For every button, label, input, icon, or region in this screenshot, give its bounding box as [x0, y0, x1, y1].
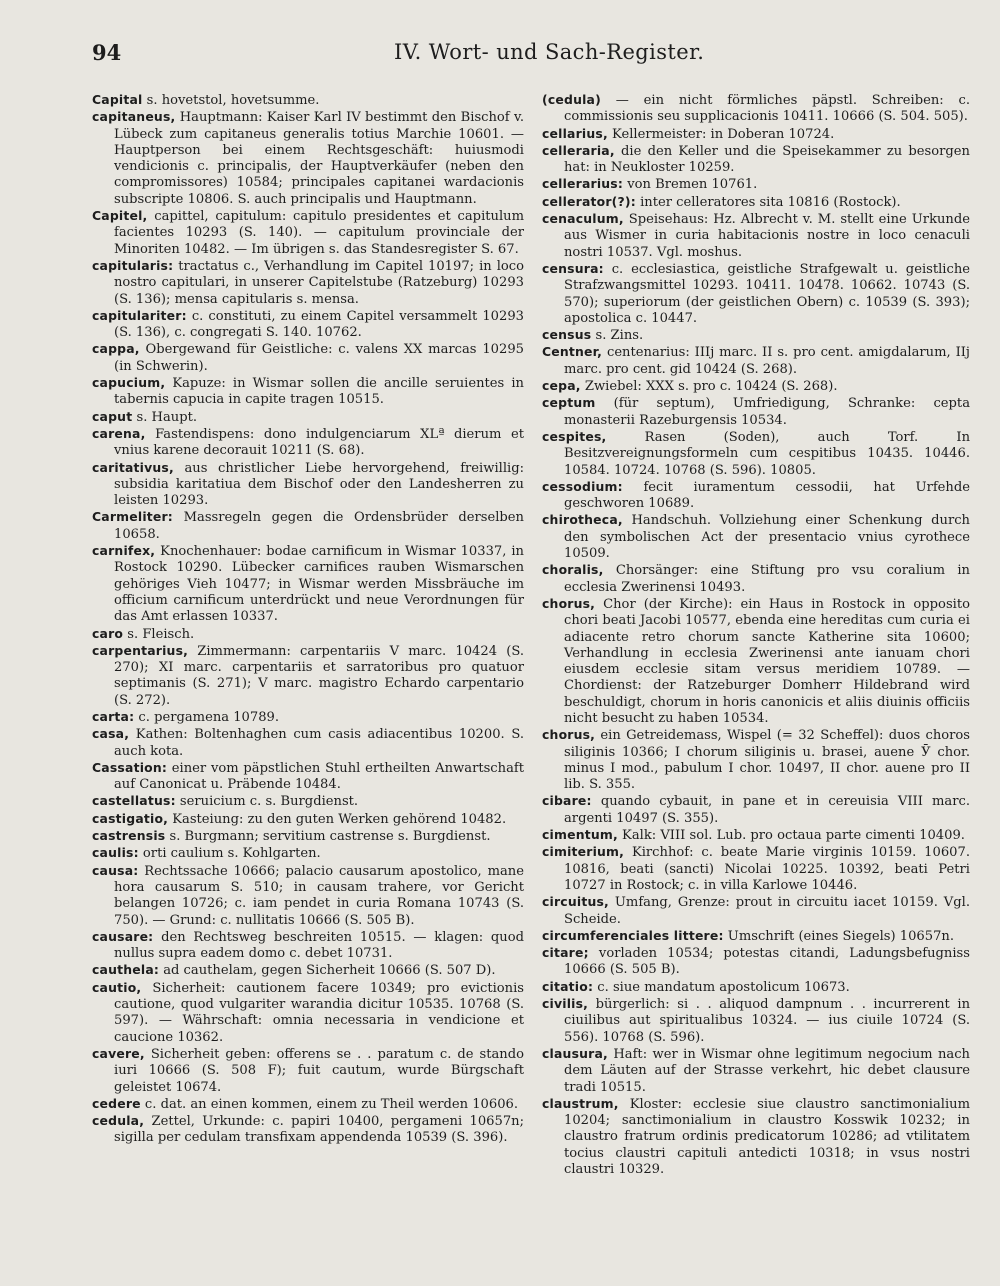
entry-headword: cimentum, — [542, 827, 618, 843]
entry-headword: causare: — [92, 928, 154, 944]
entry-headword: carnifex, — [92, 543, 156, 559]
entry-text: einer vom päpstlichen Stuhl ertheilten Anwartschaft auf Canonicat u. Präbende 10484. — [114, 760, 524, 793]
entry-headword: celleraria, — [542, 142, 615, 158]
entry-text: Umschrift (eines Siegels) 10657n. — [723, 928, 955, 944]
entry-text: s. Fleisch. — [123, 626, 195, 642]
entry-headword: citare; — [542, 945, 589, 961]
entry-text: Haft: wer in Wismar ohne legitimum negocium nach dem Läuten auf der Strasse verkehrt, hic debet clausure tradi 10515. — [564, 1046, 970, 1095]
entry-headword: carena, — [92, 425, 146, 441]
register-entry — [92, 643, 524, 709]
register-entry — [92, 726, 524, 760]
register-entry — [542, 143, 970, 177]
register-entry — [92, 709, 524, 726]
entry-text: Rasen (Soden), auch Torf. In Besitzvereignungsformeln cum cespitibus 10435. 10446. 10584. 10724. 10768 (S. 596). 10805. — [564, 429, 970, 478]
entry-text: inter celleratores sita 10816 (Rostock). — [635, 194, 901, 210]
entry-text: Fastendispens: dono indulgenciarum XLª dierum et vnius karene decorauit 10211 (S. 68). — [114, 426, 524, 459]
register-entry — [92, 980, 524, 1046]
register-entry — [92, 1113, 524, 1147]
entry-headword: cappa, — [92, 341, 140, 357]
entry-text: Kellermeister: in Doberan 10724. — [607, 126, 835, 142]
entry-headword: (cedula) — [542, 92, 601, 107]
entry-headword: circuitus, — [542, 894, 609, 910]
entry-headword: caput — [92, 408, 133, 424]
entry-text: seruicium c. s. Burgdienst. — [175, 794, 359, 810]
entry-headword: cedere — [92, 1095, 141, 1111]
entry-headword: Capitel, — [92, 208, 148, 224]
register-entry — [542, 395, 970, 429]
register-entry — [92, 1046, 524, 1096]
register-entry — [542, 1096, 970, 1178]
entry-text: quando cybauit, in pane et in cereuisia VIII marc. argenti 10497 (S. 355). — [564, 794, 970, 826]
entry-text: Kalk: VIII sol. Lub. pro octaua parte cimenti 10409. — [617, 828, 965, 844]
entry-headword: carpentarius, — [92, 642, 189, 658]
entry-text: Knochenhauer: bodae carnificum in Wismar 10337, in Rostock 10290. Lübecker carnifices rauben Wismarschen gehöriges Vieh 10477; in Wismar werden Missbräuche im officium carnificum unterdrückt und neue Verordnungen für das Amt erlassen 10337. — [114, 544, 524, 625]
register-entry — [542, 827, 970, 844]
entry-text: Rechtssache 10666; palacio causarum apostolico, mane hora causarum S. 510; in causam trahere, vor Gericht belangen 10726; c. iam pendet in curia Romana 10743 (S. 750). — Grund: c. nullitatis 10666 (S. 505 B). — [114, 863, 524, 928]
register-entry — [92, 929, 524, 963]
register-entry — [92, 1096, 524, 1113]
register-entry — [92, 460, 524, 510]
register-entry — [542, 429, 970, 479]
entry-text: Kathen: Boltenhaghen cum casis adiacentibus 10200. S. auch kota. — [114, 727, 524, 759]
register-entry — [542, 844, 970, 894]
entry-headword: caulis: — [92, 845, 139, 861]
register-entry — [542, 894, 970, 928]
running-title: IV. Wort- und Sach-Register. — [394, 40, 705, 64]
register-entry — [542, 176, 970, 193]
entry-text: Chor (der Kirche): ein Haus in Rostock in opposito chori beati Jacobi 10577, ebenda eine hereditas cum curia ei adiacente retro chorum sancte Katherine sita 10600; Verhandlung in ecclesia Zwerinensi ante ianuam chori eiusdem ecclesie sitam versus meridiem 10789. — Chordienst: der Ratzeburger Domherr Hildebrand wird beschuldigt, chorum in horis canonicis et aliis diuinis officiis nicht besucht zu haben 10534. — [564, 596, 970, 726]
entry-text: c. ecclesiastica, geistliche Strafgewalt u. geistliche Strafzwangsmittel 10293. 10411. 10478. 10662. 10743 (S. 570); superiorum (der geistlichen Obern) c. 10539 (S. 393); apostolica c. 10447. — [564, 261, 970, 326]
entry-headword: chorus, — [542, 727, 596, 743]
entry-headword: castrensis — [92, 828, 166, 844]
entry-headword: circumferenciales littere: — [542, 927, 724, 943]
entry-headword: capitaneus, — [92, 109, 176, 125]
entry-headword: capitulariter: — [92, 307, 187, 323]
entry-text: Kloster: ecclesie siue claustro sanctimonialium 10204; sanctimonialium in claustro Kosswik 10232; in claustro fratrum ordinis predicatorum 10286; ad vtilitatem tocius claustri capituli antedicti 10318; in vsus nostri claustri 10329. — [564, 1096, 970, 1177]
entry-headword: cespites, — [542, 428, 607, 444]
right-column — [542, 92, 970, 1178]
entry-text: ein Getreidemass, Wispel (= 32 Scheffel): duos choros siliginis 10366; I chorum siliginis u. brasei, auene Ӯ chor. minus I mod., pabulum I chor. 10497, II chor. auene pro II lib. S. 355. — [564, 728, 970, 793]
entry-text: orti caulium s. Kohlgarten. — [138, 846, 321, 862]
register-entry — [92, 426, 524, 460]
entry-headword: cedula, — [92, 1113, 145, 1129]
entry-headword: choralis, — [542, 562, 604, 578]
entry-headword: caritativus, — [92, 459, 174, 475]
register-entry — [542, 945, 970, 979]
entry-headword: cauthela: — [92, 962, 160, 978]
entry-headword: civilis, — [542, 996, 589, 1012]
register-entry — [92, 308, 524, 342]
entry-text: tractatus c., Verhandlung im Capitel 10197; in loco nostro capitulari, in unserer Capitelstube (Ratzeburg) 10293 (S. 136); mensa capitularis s. mensa. — [114, 258, 524, 307]
entry-text: Handschuh. Vollziehung einer Schenkung durch den symbolischen Act der presentacio vnius cyrothece 10509. — [564, 513, 970, 562]
entry-headword: cessodium: — [542, 478, 623, 494]
entry-text: fecit iuramentum cessodii, hat Urfehde geschworen 10689. — [564, 479, 970, 512]
entry-text: s. Haupt. — [132, 409, 197, 425]
register-entry — [92, 845, 524, 862]
register-entry — [92, 962, 524, 979]
entry-headword: cepa, — [542, 378, 581, 394]
entry-headword: cautio, — [92, 979, 142, 995]
entry-text: den Rechtsweg beschreiten 10515. — klagen: quod nullus supra eadem domo c. debet 10731. — [114, 929, 524, 962]
page-number: 94 — [92, 40, 122, 65]
entry-headword: Cassation: — [92, 759, 168, 775]
register-entry — [92, 409, 524, 426]
entry-headword: census — [542, 327, 592, 343]
entry-headword: cavere, — [92, 1045, 145, 1061]
register-entry — [92, 109, 524, 208]
entry-headword: cimiterium, — [542, 844, 625, 860]
entry-text: Obergewand für Geistliche: c. valens XX marcas 10295 (in Schwerin). — [114, 342, 524, 374]
entry-headword: cellarius, — [542, 125, 608, 141]
entry-text: Sicherheit: cautionem facere 10349; pro evictionis cautione, quod vulgariter warandia dicitur 10535. 10768 (S. 597). — Währschaft: omnia necessaria in vendicione et caucione 10362. — [114, 980, 524, 1045]
register-entry — [542, 92, 970, 126]
entry-text: Massregeln gegen die Ordensbrüder derselben 10658. — [114, 510, 524, 542]
entry-text: s. Zins. — [591, 328, 644, 344]
entry-headword: cellerator(?): — [542, 193, 636, 209]
entry-text: Kasteiung: zu den guten Werken gehörend 10482. — [168, 811, 507, 827]
entry-headword: ceptum — [542, 395, 596, 411]
entry-headword: clausura, — [542, 1045, 608, 1061]
register-entry — [92, 509, 524, 543]
register-entry — [542, 996, 970, 1046]
entry-text: Kirchhof: c. beate Marie virginis 10159. 10607. 10816, beati (sancti) Nicolai 10225. 10392, beati Petri 10727 in Rostock; c. in villa Karlowe 10446. — [564, 845, 970, 893]
register-entry — [542, 562, 970, 596]
entry-text: s. hovetstol, hovetsumme. — [142, 93, 320, 108]
entry-headword: citatio: — [542, 978, 594, 994]
entry-headword: cenaculum, — [542, 211, 624, 227]
register-entry — [542, 727, 970, 793]
entry-text: c. dat. an einen kommen, einem zu Theil werden 10606. — [140, 1096, 519, 1112]
entry-text: c. pergamena 10789. — [134, 709, 280, 725]
entry-text: Zwiebel: XXX s. pro c. 10424 (S. 268). — [580, 379, 838, 395]
entry-headword: castigatio, — [92, 810, 169, 826]
register-entry — [542, 261, 970, 327]
register-entry — [542, 327, 970, 344]
entry-text: von Bremen 10761. — [623, 177, 758, 193]
entry-text: Sicherheit geben: offerens se . . paratum c. de stando iuri 10666 (S. 508 F); fuit cautum, wurde Bürgschaft geleistet 10674. — [114, 1046, 524, 1095]
entry-text: aus christlicher Liebe hervorgehend, freiwillig: subsidia karitatiua dem Bischof oder den Landesherren zu leisten 10293. — [114, 460, 524, 509]
register-entry — [542, 126, 970, 143]
entry-text: Hauptmann: Kaiser Karl IV bestimmt den Bischof v. Lübeck zum capitaneus generalis totius Marchie 10601. — Hauptperson bei einem Rechtsgeschäft: huiusmodi vendicionis c. principalis, der Hauptverkäufer (neben den compromissores) 10584; principales capitanei wardacionis subscripte 10806. S. auch principalis und Hauptmann. — [114, 110, 524, 207]
entry-headword: carta: — [92, 708, 135, 724]
entry-text: Umfang, Grenze: prout in circuitu iacet 10159. Vgl. Scheide. — [564, 895, 970, 927]
entry-headword: Carmeliter: — [92, 509, 173, 525]
entry-headword: causa: — [92, 862, 139, 878]
entry-headword: castellatus: — [92, 793, 176, 809]
register-entry — [92, 375, 524, 409]
entry-headword: Centner, — [542, 344, 603, 360]
register-entry — [542, 979, 970, 996]
entry-text: die den Keller und die Speisekammer zu besorgen hat: in Neukloster 10259. — [564, 143, 970, 176]
register-entry — [92, 863, 524, 929]
entry-text: c. constituti, zu einem Capitel versammelt 10293 (S. 136), c. congregati S. 140. 10762. — [114, 308, 524, 341]
entry-text: (für septum), Umfriedigung, Schranke: cepta monasterii Razeburgensis 10534. — [564, 396, 970, 428]
page-header — [92, 40, 705, 74]
entry-headword: casa, — [92, 726, 130, 742]
register-entry — [542, 1046, 970, 1096]
entry-text: — ein nicht förmliches päpstl. Schreiben: c. commissionis seu supplicacionis 10411. 10666 (S. 504. 505). — [564, 93, 970, 125]
register-entry — [92, 828, 524, 845]
register-entry — [92, 341, 524, 375]
entry-text: Zimmermann: carpentariis V marc. 10424 (S. 270); XI marc. carpentariis et sarratoribus pro quatuor septimanis (S. 271); V marc. magistro Echardo carpentario (S. 272). — [114, 643, 524, 708]
entry-text: Chorsänger: eine Stiftung pro vsu coralium in ecclesia Zwerinensi 10493. — [564, 563, 970, 595]
register-entry — [92, 92, 524, 109]
register-entry — [92, 543, 524, 625]
entry-headword: censura: — [542, 260, 604, 276]
register-entry — [542, 928, 970, 945]
left-column — [92, 92, 524, 1147]
entry-headword: Capital — [92, 92, 143, 107]
register-entry — [92, 258, 524, 308]
register-entry — [92, 626, 524, 643]
register-entry — [92, 760, 524, 794]
register-entry — [542, 194, 970, 211]
register-entry — [542, 512, 970, 562]
entry-text: c. siue mandatum apostolicum 10673. — [593, 979, 850, 995]
register-entry — [542, 378, 970, 395]
register-entry — [542, 596, 970, 727]
entry-text: bürgerlich: si . . aliquod dampnum . . incurrerent in ciuilibus aut spiritualibus 10324. — ius ciuile 10724 (S. 556). 10768 (S. 596). — [564, 997, 970, 1045]
register-entry — [542, 479, 970, 513]
register-entry — [542, 344, 970, 378]
register-entry — [542, 211, 970, 261]
entry-headword: capucium, — [92, 375, 166, 391]
entry-text: vorladen 10534; potestas citandi, Ladungsbefugniss 10666 (S. 505 B). — [564, 946, 970, 978]
register-entry — [542, 793, 970, 827]
entry-text: s. Burgmann; servitium castrense s. Burgdienst. — [165, 829, 491, 845]
entry-headword: capitularis: — [92, 257, 174, 273]
entry-headword: chorus, — [542, 595, 596, 611]
entry-headword: claustrum, — [542, 1095, 619, 1111]
entry-text: ad cauthelam, gegen Sicherheit 10666 (S. 507 D). — [159, 963, 496, 979]
entry-headword: cellerarius: — [542, 176, 624, 192]
entry-text: Speisehaus: Hz. Albrecht v. M. stellt eine Urkunde aus Wismer in curia habitacionis nostre in loco cenaculi nostri 10537. Vgl. moshus. — [564, 212, 970, 260]
entry-headword: cibare: — [542, 793, 592, 809]
entry-text: capittel, capitulum: capitulo presidentes et capitulum facientes 10293 (S. 140). — capitulum provinciale der Minoriten 10482. — Im übrigen s. das Standesregister S. 67. — [114, 209, 524, 257]
register-entry — [92, 208, 524, 258]
register-entry — [92, 811, 524, 828]
entry-headword: chirotheca, — [542, 512, 623, 528]
entry-text: Kapuze: in Wismar sollen die ancille seruientes in tabernis capucia in capite tragen 10515. — [114, 376, 524, 408]
entry-headword: caro — [92, 625, 124, 641]
entry-text: centenarius: IIIj marc. II s. pro cent. amigdalarum, IIj marc. pro cent. gid 10424 (S. 268). — [564, 345, 970, 377]
entry-text: Zettel, Urkunde: c. papiri 10400, pergameni 10657n; sigilla per cedulam transfixam appendenda 10539 (S. 396). — [114, 1114, 524, 1146]
register-entry — [92, 793, 524, 810]
